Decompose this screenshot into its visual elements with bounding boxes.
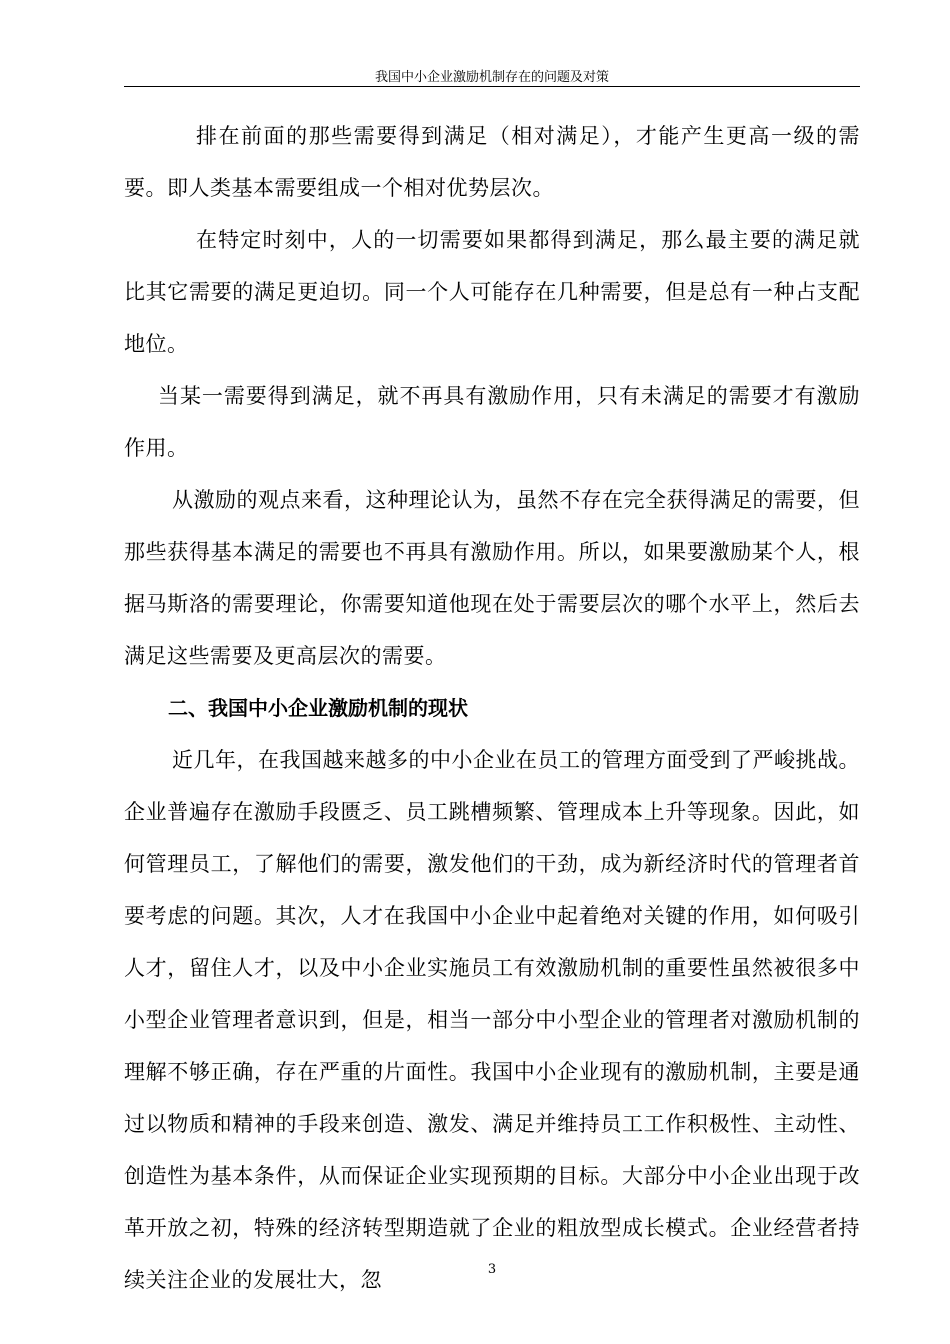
page-number: 3 — [487, 1262, 497, 1277]
header-divider — [124, 86, 860, 87]
body-paragraph-1: 排在前面的那些需要得到满足（相对满足），才能产生更高一级的需要。即人类基本需要组成一个相对优势层次。 — [124, 124, 860, 200]
body-paragraph-4: 从激励的观点来看，这种理论认为，虽然不存在完全获得满足的需要，但那些获得基本满足的需要也不再具有激励作用。所以，如果要激励某个人，根据马斯洛的需要理论，你需要知道他现在处于需要层次的哪个水平上，然后去满足这些需要及更高层次的需要。 — [124, 488, 860, 668]
section-heading: 二、我国中小企业激励机制的现状 — [168, 696, 468, 720]
document-body — [124, 110, 860, 1306]
section-paragraph: 近几年，在我国越来越多的中小企业在员工的管理方面受到了严峻挑战。企业普遍存在激励手段匮乏、员工跳槽频繁、管理成本上升等现象。因此，如何管理员工，了解他们的需要，激发他们的干劲，成为新经济时代的管理者首要考虑的问题。其次，人才在我国中小企业中起着绝对关键的作用，如何吸引人才，留住人才，以及中小企业实施员工有效激励机制的重要性虽然被很多中小型企业管理者意识到，但是，相当一部分中小型企业的管理者对激励机制的理解不够正确，存在严重的片面性。我国中小企业现有的激励机制，主要是通过以物质和精神的手段来创造、激发、满足并维持员工工作积极性、主动性、创造性为基本条件，从而保证企业实现预期的目标。大部分中小企业出现于改革开放之初，特殊的经济转型期造就了企业的粗放型成长模式。企业经营者持续关注企业的发展壮大，忽 — [124, 748, 860, 1292]
running-header-title: 我国中小企业激励机制存在的问题及对策 — [374, 70, 609, 85]
body-paragraph-3: 当某一需要得到满足，就不再具有激励作用，只有未满足的需要才有激励作用。 — [124, 384, 860, 460]
body-paragraph-2: 在特定时刻中，人的一切需要如果都得到满足，那么最主要的满足就比其它需要的满足更迫切。同一个人可能存在几种需要，但是总有一种占支配地位。 — [124, 228, 860, 356]
